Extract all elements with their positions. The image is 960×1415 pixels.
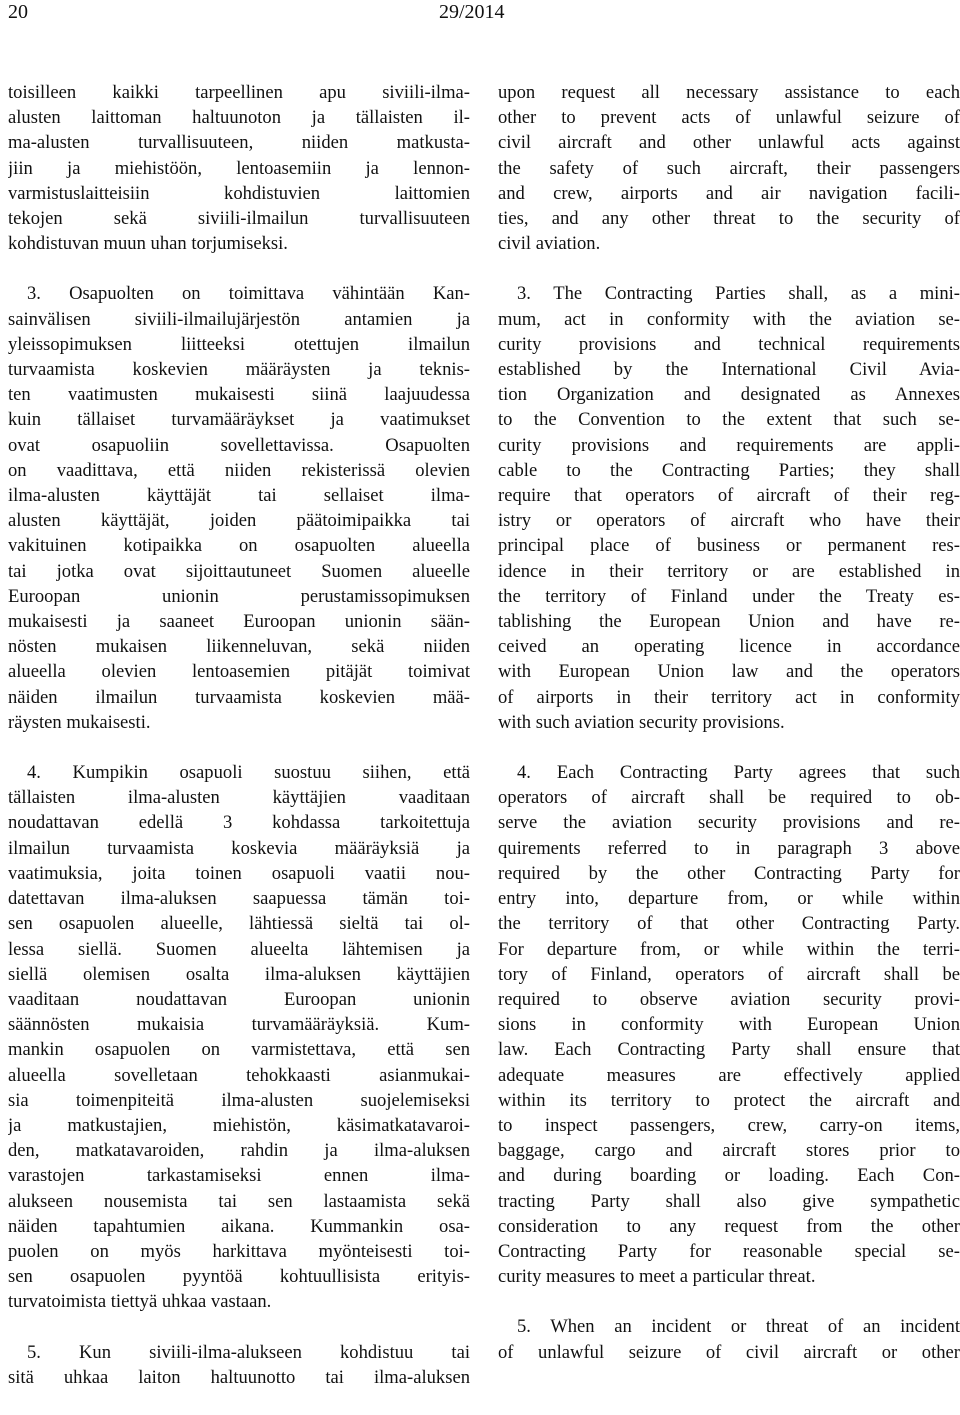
page-number: 20: [8, 1, 28, 23]
text-line: tai jotka ovat sijoittautuneet Suomen alueelle: [8, 560, 470, 582]
text-line: alueella olevien lentoasemien pitäjät toimivat: [8, 661, 470, 683]
fi-paragraph-5: [8, 1340, 470, 1390]
text-line: required to observe aviation security provi-: [498, 988, 960, 1010]
text-line: alusten laittoman haltuunoton ja tällaisten il-: [8, 107, 470, 129]
text-line: sainvälisen siviili-ilmailujärjestön antamien ja: [8, 308, 470, 330]
text-line: the territory of that other Contracting Party.: [498, 913, 960, 935]
text-line: sen osapuolen pyyntöä kohtuullisista erityis-: [8, 1266, 470, 1288]
fi-paragraph-3: [8, 281, 470, 735]
text-line: 4. Each Contracting Party agrees that such: [517, 762, 960, 784]
text-line: and crew, airports and air navigation facili-: [498, 182, 960, 204]
finnish-column: [8, 80, 470, 1415]
text-line: yleissopimuksen liitteeksi otettujen ilmailun: [8, 333, 470, 355]
text-line: of airports in their territory act in conformity: [498, 686, 960, 708]
text-line: tracting Party shall also give sympathetic: [498, 1190, 960, 1212]
text-line: on vaadittava, että niiden rekisterissä olevien: [8, 459, 470, 481]
text-line: with European Union law and the operators: [498, 661, 960, 683]
text-line: sen osapuolen alueelle, lähtiessä sieltä tai ol-: [8, 913, 470, 935]
text-line: ilma-alusten käyttäjät tai sellaiset ilma-: [8, 485, 470, 507]
text-line: required by the other Contracting Party for: [498, 862, 960, 884]
text-line: curity provisions and requirements are appli-: [498, 434, 960, 456]
english-column: [498, 80, 960, 1390]
text-line: puolen on myös harkittava myönteisesti toi-: [8, 1240, 470, 1262]
fi-paragraph-continuation: [8, 80, 470, 256]
text-line: toisilleen kaikki tarpeellinen apu siviili-ilma-: [8, 82, 470, 103]
text-line: mukaisesti ja saaneet Euroopan unionin sään-: [8, 611, 470, 633]
text-line: lessa siellä. Suomen alueelta lähtemisen ja: [8, 938, 470, 960]
text-line: require that operators of aircraft of their reg-: [498, 485, 960, 507]
text-line: within its territory to protect the aircraft and: [498, 1089, 960, 1111]
text-line: Euroopan unionin perustamissopimuksen: [8, 585, 470, 607]
text-line: turvatoimista tiettyä uhkaa vastaan.: [8, 1291, 272, 1313]
text-line: ja matkustajien, miehistön, käsimatkatavaroi-: [8, 1114, 470, 1136]
text-line: nösten mukaisen liikenneluvan, sekä niiden: [8, 636, 470, 658]
text-line: entry into, departure from, or while within: [498, 888, 960, 910]
text-line: consideration to any request from the other: [498, 1215, 960, 1237]
text-line: tällaisten ilma-alusten käyttäjien vaaditaan: [8, 787, 470, 809]
text-line: to inspect passengers, crew, carry-on items,: [498, 1114, 960, 1136]
text-line: established by the International Civil Avia-: [498, 359, 960, 381]
text-line: to the Convention to the extent that such se-: [498, 409, 960, 431]
text-line: other to prevent acts of unlawful seizure of: [498, 107, 960, 129]
text-line: varmistuslaitteisiin kohdistuvien laittomien: [8, 182, 470, 204]
text-line: principal place of business or permanent res-: [498, 535, 960, 557]
text-line: sions in conformity with European Union: [498, 1014, 960, 1036]
text-line: ceived an operating licence in accordance: [498, 636, 960, 658]
text-line: tion Organization and designated as Annexes: [498, 384, 960, 406]
issue-number: 29/2014: [439, 1, 505, 23]
text-line: and during boarding or loading. Each Con-: [498, 1165, 960, 1187]
text-line: siellä olemisen osalta ilma-aluksen käyttäjien: [8, 963, 470, 985]
text-line: idence in their territory or are established in: [498, 560, 960, 582]
text-line: ten vaatimusten mukaisesti siinä laajuudessa: [8, 384, 470, 406]
text-line: ma-alusten turvallisuuteen, niiden matkusta-: [8, 132, 470, 154]
text-line: serve the aviation security provisions and re-: [498, 812, 960, 834]
en-paragraph-4: [498, 760, 960, 1289]
text-line: turvaamista koskevien määräysten ja teknis-: [8, 359, 470, 381]
text-line: alueella sovelletaan tehokkaasti asianmukai-: [8, 1064, 470, 1086]
text-line: the territory of Finland under the Treaty es-: [498, 585, 960, 607]
text-line: curity measures to meet a particular threat.: [498, 1266, 816, 1288]
text-line: 3. Osapuolten on toimittava vähintään Kan-: [27, 283, 470, 305]
text-line: 5. Kun siviili-ilma-alukseen kohdistuu tai: [27, 1341, 470, 1363]
text-line: civil aviation.: [498, 233, 601, 255]
text-line: mum, act in conformity with the aviation se-: [498, 308, 960, 330]
text-line: adequate measures are effectively applied: [498, 1064, 960, 1086]
text-line: 4. Kumpikin osapuoli suostuu siihen, että: [27, 762, 470, 784]
text-line: with such aviation security provisions.: [498, 711, 785, 733]
text-line: civil aircraft and other unlawful acts against: [498, 132, 960, 154]
en-paragraph-continuation: [498, 80, 960, 256]
en-paragraph-5: [498, 1314, 960, 1364]
text-line: upon request all necessary assistance to each: [498, 82, 960, 103]
text-line: datettavan ilma-aluksen saapuessa tämän toi-: [8, 888, 470, 910]
text-line: kohdistuvan muun uhan torjumiseksi.: [8, 233, 288, 255]
text-line: istry or operators of aircraft who have their: [498, 510, 960, 532]
text-line: cable to the Contracting Parties; they shall: [498, 459, 960, 481]
en-paragraph-3: [498, 281, 960, 735]
text-line: sitä uhkaa laiton haltuunotto tai ilma-aluksen: [8, 1366, 470, 1388]
text-line: 3. The Contracting Parties shall, as a mini-: [517, 283, 960, 305]
text-line: alukseen nousemista tai sen lastaamista sekä: [8, 1190, 470, 1212]
text-line: vakituinen kotipaikka on osapuolten alueella: [8, 535, 470, 557]
text-line: of unlawful seizure of civil aircraft or other: [498, 1341, 960, 1363]
text-line: ilmailun turvaamista koskevia määräyksiä ja: [8, 837, 470, 859]
text-line: law. Each Contracting Party shall ensure that: [498, 1039, 960, 1061]
text-line: Contracting Party for reasonable special se-: [498, 1240, 960, 1262]
text-line: vaatimuksia, joita toinen osapuoli vaatii nou-: [8, 862, 470, 884]
text-line: jiin ja miehistöön, lentoasemiin ja lennon-: [8, 157, 470, 179]
text-line: tory of Finland, operators of aircraft shall be: [498, 963, 960, 985]
text-line: baggage, cargo and aircraft stores prior to: [498, 1140, 960, 1162]
text-line: näiden ilmailun turvaamista koskevien mää-: [8, 686, 470, 708]
text-line: mankin osapuolen on varmistettava, että sen: [8, 1039, 470, 1061]
text-line: the safety of such aircraft, their passengers: [498, 157, 960, 179]
text-line: den, matkatavaroiden, rahdin ja ilma-aluksen: [8, 1140, 470, 1162]
text-line: noudattavan edellä 3 kohdassa tarkoitettuja: [8, 812, 470, 834]
text-line: operators of aircraft shall be required to ob-: [498, 787, 960, 809]
text-line: näiden tapahtumien aikana. Kummankin osa-: [8, 1215, 470, 1237]
fi-paragraph-4: [8, 760, 470, 1314]
text-line: varastojen tarkastamiseksi ennen ilma-: [8, 1165, 470, 1187]
text-line: alusten käyttäjät, joiden päätoimipaikka tai: [8, 510, 470, 532]
text-line: ovat osapuoliin sovellettavissa. Osapuolten: [8, 434, 470, 456]
text-line: säännösten mukaisia turvamääräyksiä. Kum-: [8, 1014, 470, 1036]
text-line: kuin tällaiset turvamääräykset ja vaatimukset: [8, 409, 470, 431]
text-line: tablishing the European Union and have re-: [498, 611, 960, 633]
text-line: räysten mukaisesti.: [8, 711, 151, 733]
text-line: 5. When an incident or threat of an incident: [517, 1316, 960, 1338]
text-line: sia toimenpiteitä ilma-alusten suojelemiseksi: [8, 1089, 470, 1111]
text-line: For departure from, or while within the terri-: [498, 938, 960, 960]
text-line: ties, and any other threat to the security of: [498, 208, 960, 230]
text-line: vaaditaan noudattavan Euroopan unionin: [8, 988, 470, 1010]
text-line: quirements referred to in paragraph 3 above: [498, 837, 960, 859]
text-line: curity provisions and technical requirements: [498, 333, 960, 355]
text-line: tekojen sekä siviili-ilmailun turvallisuuteen: [8, 208, 470, 230]
